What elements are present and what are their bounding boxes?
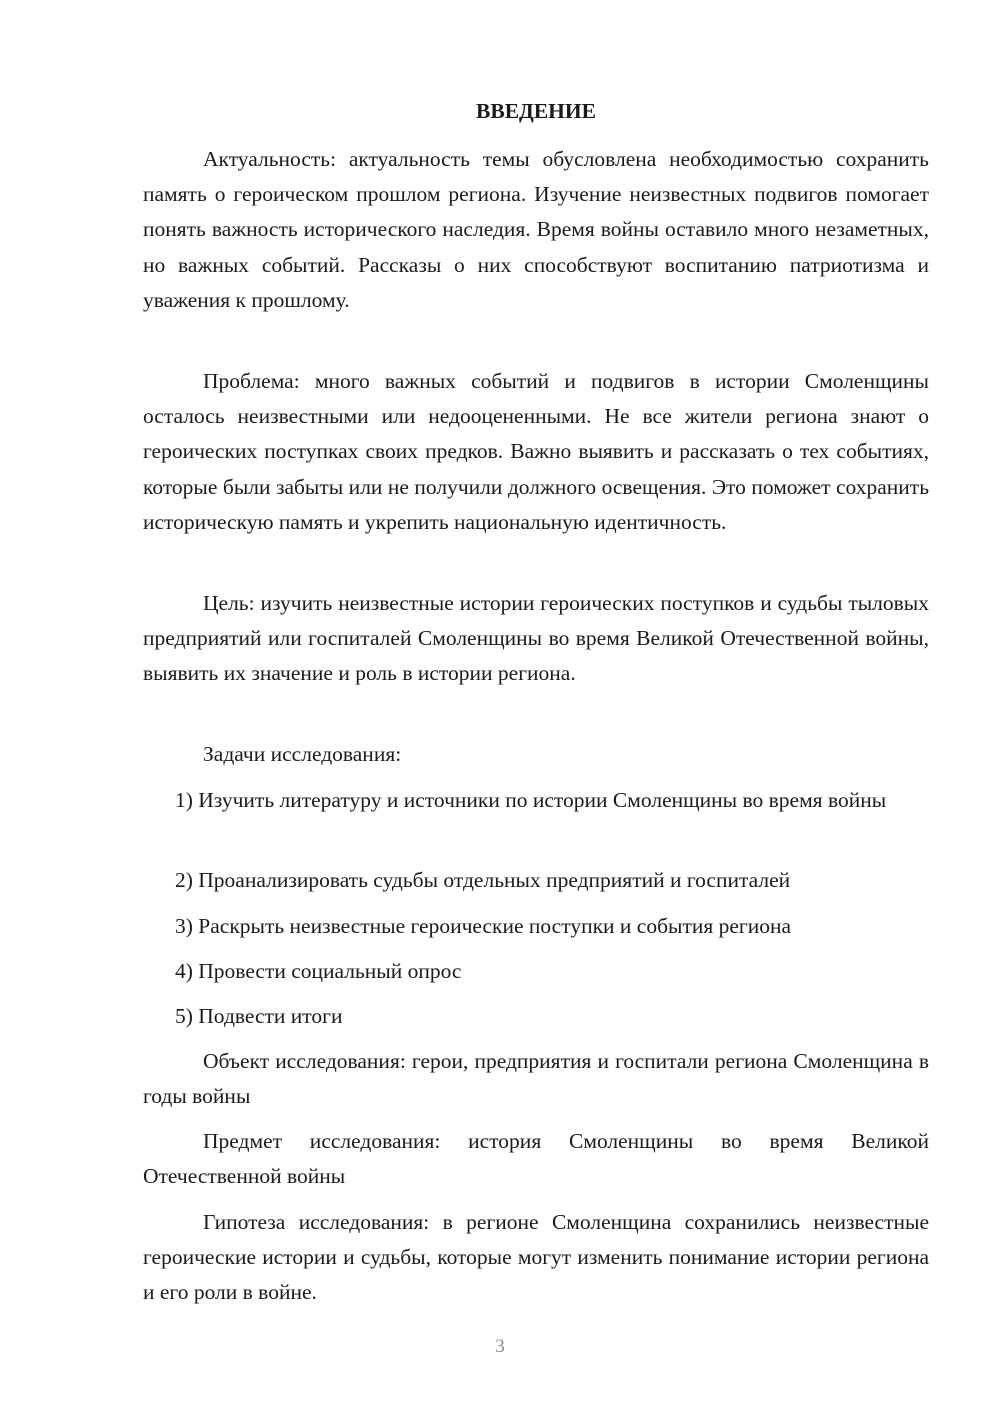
goal-paragraph: Цель: изучить неизвестные истории героических поступков и судьбы тыловых предприятий или госпиталей Смоленщины во время Великой Отечественной войны, выявить их значение и роль в истории региона.	[143, 591, 929, 686]
relevance-paragraph: Актуальность: актуальность темы обусловлена необходимостью сохранить память о героическом прошлом региона. Изучение неизвестных подвигов помогает понять важность исторического наследия. Время войны оставило много незаметных, но важных событий. Рассказы о них способствуют воспитанию патриотизма и уважения к прошлому.	[143, 147, 929, 312]
hypothesis-paragraph: Гипотеза исследования: в регионе Смоленщина сохранились неизвестные героические истории и судьбы, которые могут изменить понимание истории региона и его роли в войне.	[143, 1210, 929, 1305]
page-number: 3	[495, 1336, 505, 1357]
object-paragraph: Объект исследования: герои, предприятия и госпитали региона Смоленщина в годы войны	[143, 1049, 929, 1109]
task-item-3: 3) Раскрыть неизвестные героические поступки и события региона	[175, 914, 792, 938]
task-item-4: 4) Провести социальный опрос	[175, 959, 462, 983]
problem-paragraph: Проблема: много важных событий и подвигов в истории Смоленщины осталось неизвестными или недооцененными. Не все жители региона знают о героических поступках своих предков. Важно выявить и рассказать о тех событиях, которые были забыты или не получили должного освещения. Это поможет сохранить историческую память и укрепить национальную идентичность.	[143, 369, 929, 534]
task-item-1: 1) Изучить литературу и источники по истории Смоленщины во время войны	[175, 788, 887, 812]
task-item-5: 5) Подвести итоги	[175, 1004, 343, 1028]
subject-paragraph: Предмет исследования: история Смоленщины во время Великой Отечественной войны	[143, 1129, 929, 1189]
section-heading: ВВЕДЕНИЕ	[476, 99, 596, 123]
task-item-2: 2) Проанализировать судьбы отдельных предприятий и госпиталей	[175, 868, 791, 892]
tasks-title: Задачи исследования:	[203, 742, 402, 766]
